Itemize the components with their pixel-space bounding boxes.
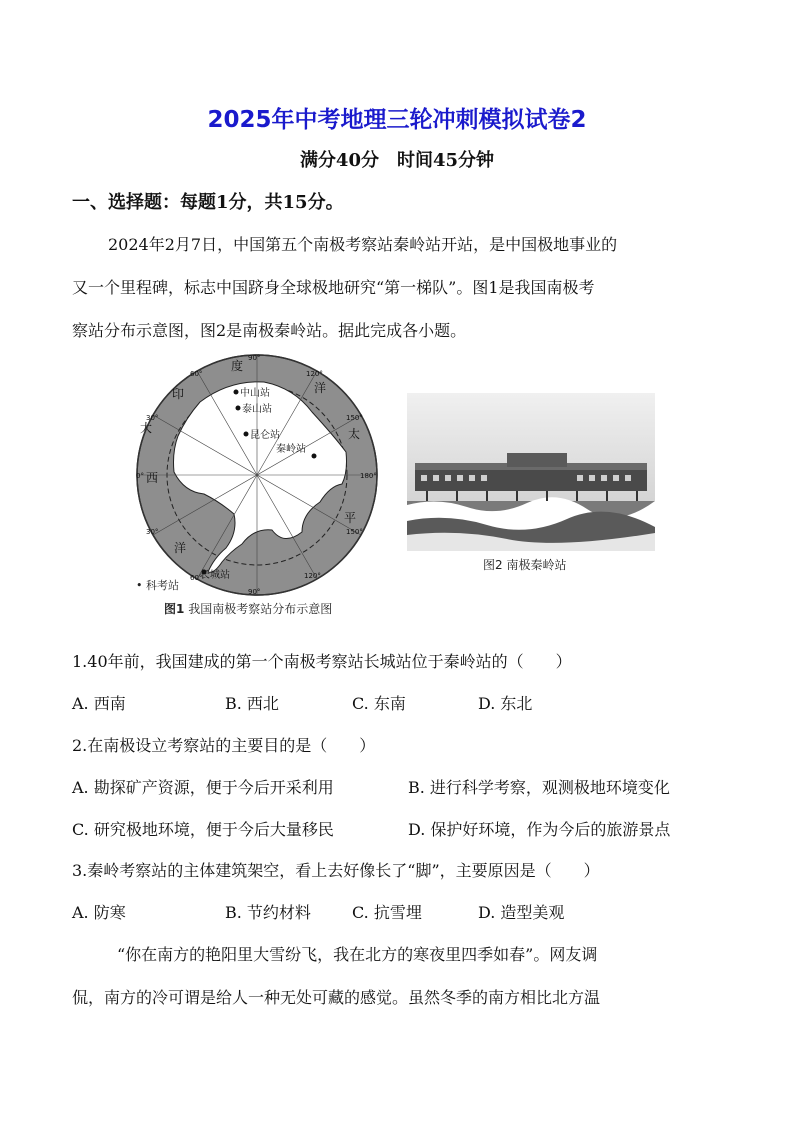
intro-line-3: 察站分布示意图，图2是南极秦岭站。据此完成各小题。 <box>72 321 467 340</box>
q3-option-c[interactable]: C. 抗雪埋 <box>352 903 422 922</box>
ocean-char: 洋 <box>314 381 327 395</box>
question-3: 3.秦岭考察站的主体建筑架空，看上去好像长了“脚”，主要原因是（ ） <box>72 861 600 880</box>
ocean-char: 太 <box>348 427 361 441</box>
question-1: 1.40年前，我国建成的第一个南极考察站长城站位于秦岭站的（ ） <box>72 652 572 671</box>
q1-option-b[interactable]: B. 西北 <box>225 694 279 713</box>
map-legend: • 科考站 <box>136 579 179 592</box>
q3-option-d[interactable]: D. 造型美观 <box>478 903 565 922</box>
figure1-caption: 图1 我国南极考察站分布示意图 <box>164 602 333 616</box>
ocean-char: 平 <box>344 511 357 525</box>
ocean-char: 印 <box>172 387 185 401</box>
station-kunlun: 昆仑站 <box>250 430 280 441</box>
svg-text:120°: 120° <box>306 370 323 378</box>
q1-option-a[interactable]: A. 西南 <box>72 694 126 713</box>
svg-text:0°: 0° <box>136 472 144 480</box>
svg-text:30°: 30° <box>146 528 159 536</box>
page-title: 2025年中考地理三轮冲刺模拟试卷2 <box>207 107 587 133</box>
q1-option-d[interactable]: D. 东北 <box>478 694 533 713</box>
figure2-caption: 图2 南极秦岭站 <box>483 558 567 572</box>
ocean-char: 洋 <box>174 541 187 555</box>
passage-line-2: 侃，南方的冷可谓是给人一种无处可藏的感觉。虽然冬季的南方相比北方温 <box>72 988 601 1007</box>
q1-option-c[interactable]: C. 东南 <box>352 694 406 713</box>
station-taishan: 泰山站 <box>242 404 272 415</box>
q2-option-a[interactable]: A. 勘探矿产资源，便于今后开采利用 <box>72 778 334 797</box>
svg-text:180°: 180° <box>360 472 377 480</box>
q3-option-a[interactable]: A. 防寒 <box>72 903 126 922</box>
question-2: 2.在南极设立考察站的主要目的是（ ） <box>72 736 376 755</box>
page-subtitle: 满分40分 时间45分钟 <box>299 150 495 171</box>
svg-text:120°: 120° <box>304 572 321 580</box>
ocean-char: 度 <box>231 359 244 373</box>
q2-option-c[interactable]: C. 研究极地环境，便于今后大量移民 <box>72 820 334 839</box>
svg-text:150°: 150° <box>346 414 363 422</box>
antarctica-map <box>134 352 380 598</box>
svg-text:60°: 60° <box>190 574 203 582</box>
station-changcheng: 长城站 <box>200 570 230 581</box>
section-heading: 一、选择题：每题1分，共15分。 <box>72 192 344 213</box>
q3-option-b[interactable]: B. 节约材料 <box>225 903 311 922</box>
ocean-char: 大 <box>140 421 153 435</box>
svg-text:90°: 90° <box>248 588 261 596</box>
intro-line-2: 又一个里程碑，标志中国跻身全球极地研究“第一梯队”。图1是我国南极考 <box>72 278 595 297</box>
q2-option-b[interactable]: B. 进行科学考察，观测极地环境变化 <box>408 778 670 797</box>
ocean-char: 西 <box>146 471 159 485</box>
passage-line-1: “你在南方的艳阳里大雪纷飞，我在北方的寒夜里四季如春”。网友调 <box>117 945 598 964</box>
intro-line-1: 2024年2月7日，中国第五个南极考察站秦岭站开站，是中国极地事业的 <box>108 235 618 254</box>
station-zhongshan: 中山站 <box>240 388 270 399</box>
qinling-station-photo <box>407 393 655 551</box>
svg-text:90°: 90° <box>248 354 261 362</box>
q2-option-d[interactable]: D. 保护好环境，作为今后的旅游景点 <box>408 820 671 839</box>
svg-text:30°: 30° <box>146 414 159 422</box>
station-qinling: 秦岭站 <box>276 444 306 455</box>
svg-text:60°: 60° <box>190 370 203 378</box>
svg-text:150°: 150° <box>346 528 363 536</box>
